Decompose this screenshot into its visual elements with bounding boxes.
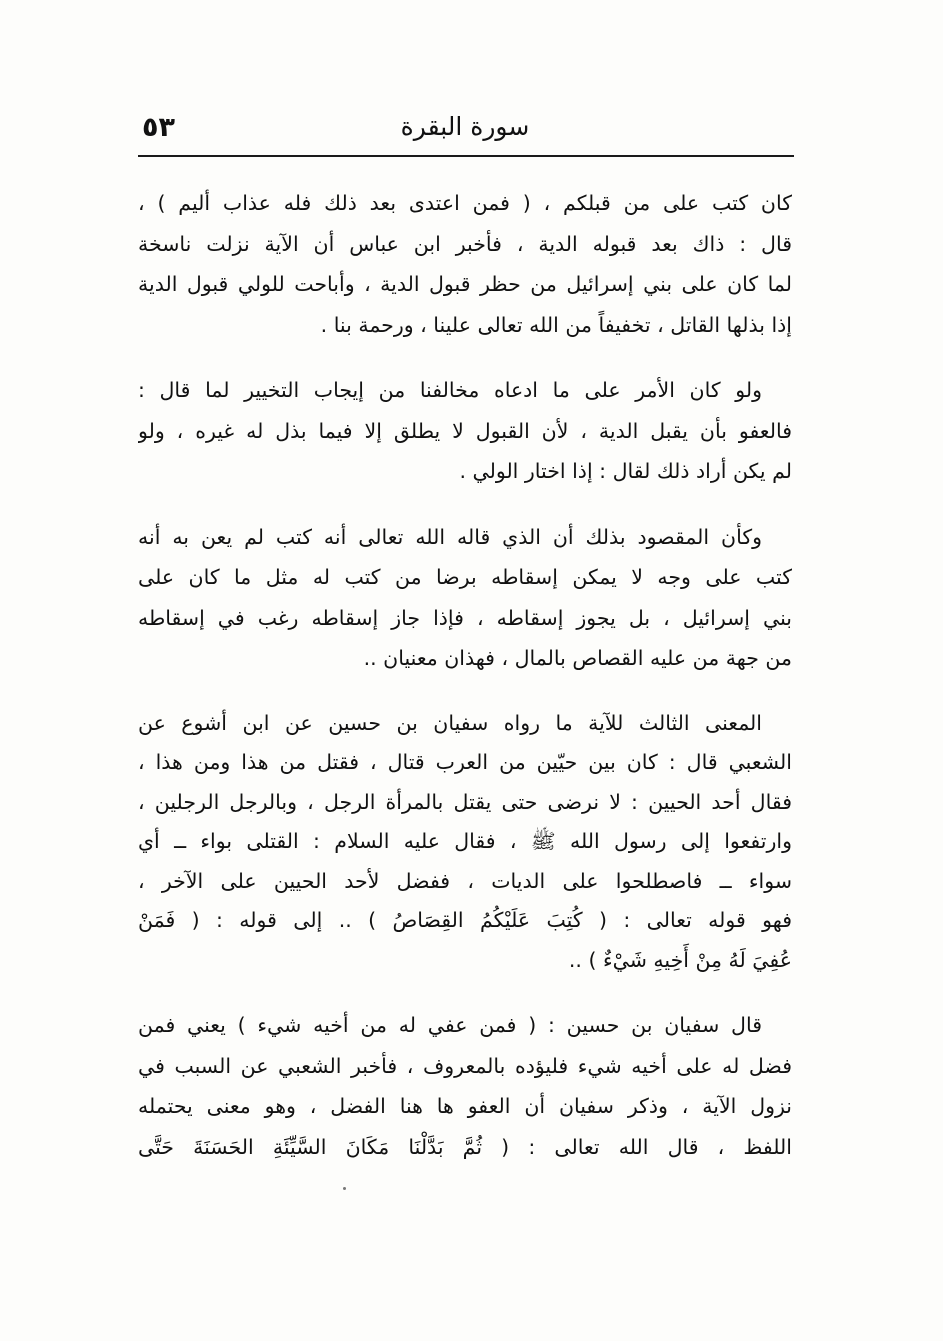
page-number: ٥٣ xyxy=(142,112,175,143)
text-line: إذا بذلها القاتل ، تخفيفاً من الله تعالى علينا ، ورحمة بنا . xyxy=(320,312,792,337)
text-line: اللفظ ، قال الله تعالى : ( ثُمَّ بَدَّلْنَا مَكَانَ السَّيِّئَةِ الحَسَنَةَ حَتَّى xyxy=(138,1134,792,1159)
text-line: فقال أحد الحيين : لا نرضى حتى يقتل بالمرأة الرجل ، وبالرجل الرجلين ، xyxy=(138,789,792,814)
text-line: فالعفو بأن يقبل الدية ، لأن القبول لا يطلق إلا فيما بذل له غيره ، ولو xyxy=(138,418,792,443)
header-divider xyxy=(138,155,794,157)
text-line: لما كان على بني إسرائيل من حظر قبول الدية ، وأباحت للولي قبول الدية xyxy=(138,272,792,296)
text-line: المعنى الثالث للآية ما رواه سفيان بن حسين عن ابن أشوع عن xyxy=(138,710,762,735)
text-line: فهو قوله تعالى : ( كُتِبَ عَلَيْكُمُ القِصَاصُ ) .. إلى قوله : ( فَمَنْ xyxy=(138,908,792,932)
text-line: كتب على وجه لا يمكن إسقاطه برضا من كتب له مثل ما كان على xyxy=(138,565,792,589)
text-line: فضل له على أخيه شيء فليؤده بالمعروف ، فأخبر الشعبي عن السبب في xyxy=(138,1053,792,1078)
paragraph-2 xyxy=(138,370,792,492)
text-line: كان كتب على من قبلكم ، ( فمن اعتدى بعد ذلك فله عذاب أليم ) ، xyxy=(138,191,792,215)
page-header xyxy=(138,104,792,154)
text-line: لم يكن أراد ذلك لقال : إذا اختار الولي . xyxy=(459,459,792,483)
text-line: قال : ذاك بعد قبوله الدية ، فأخبر ابن عباس أن الآية نزلت ناسخة xyxy=(138,231,792,256)
text-line: ولو كان الأمر على ما ادعاه مخالفنا من إيجاب التخيير لما قال : xyxy=(138,378,762,402)
page-title: سورة البقرة xyxy=(400,112,530,141)
text-line: وارتفعوا إلى رسول الله ﷺ ، فقال عليه السلام : القتلى بواء ــ أي xyxy=(138,829,792,853)
text-line: سواء ــ فاصطلحوا على الديات ، ففضل لأحد الحيين على الآخر ، xyxy=(138,868,792,893)
paragraph-4 xyxy=(138,704,792,981)
text-line: وكأن المقصود بذلك أن الذي قاله الله تعالى أنه كتب لم يعن به أنه xyxy=(138,524,762,549)
text-line: قال سفيان بن حسين : ( فمن عفي له من أخيه شيء ) يعني فمن xyxy=(138,1013,762,1037)
paragraph-3 xyxy=(138,517,792,679)
text-line: الشعبي قال : كان بين حيّين من العرب قتال ، فقتل من هذا ومن هذا ، xyxy=(138,750,792,774)
paragraph-1 xyxy=(138,183,792,345)
text-line: بني إسرائيل ، بل يجوز إسقاطه ، فإذا جاز إسقاطه رغب في إسقاطه xyxy=(138,605,792,630)
paragraph-5 xyxy=(138,1005,792,1167)
print-speck xyxy=(343,1187,346,1190)
text-line: من جهة من عليه القصاص بالمال ، فهذان معنيان .. xyxy=(363,646,792,670)
body-text xyxy=(138,183,792,1192)
text-line: عُفِيَ لَهُ مِنْ أَخِيهِ شَيْءٌ ) .. xyxy=(568,947,792,972)
text-line: نزول الآية ، وذكر سفيان أن العفو ها هنا الفضل ، وهو معنى يحتمله xyxy=(138,1094,792,1118)
